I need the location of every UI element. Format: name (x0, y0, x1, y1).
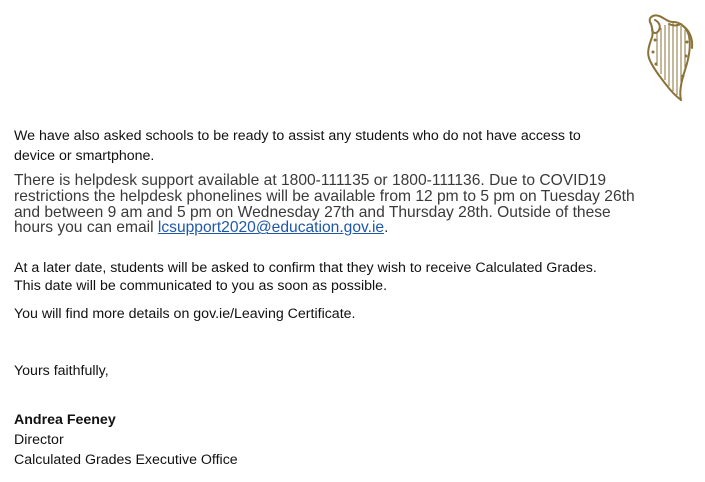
paragraph-line (14, 220, 704, 236)
paragraph-line: This date will be communicated to you as soon as possible. (14, 278, 388, 294)
signature-block (14, 410, 238, 470)
paragraph-line: There is helpdesk support available at 1800-111135 or 1800-111136. Due to COVID19 (14, 172, 607, 189)
paragraph-line: and between 9 am and 5 pm on Wednesday 27th and Thursday 28th. Outside of these (14, 203, 611, 221)
paragraph-helpdesk (14, 173, 704, 236)
paragraph-more-details: You will find more details on gov.ie/Leaving Certificate. (14, 306, 356, 322)
paragraph-confirmation (14, 259, 704, 295)
signatory-office: Calculated Grades Executive Office (14, 452, 238, 468)
closing-salutation: Yours faithfully, (14, 363, 109, 379)
paragraph-line: device or smartphone. (14, 148, 155, 164)
signatory-name: Andrea Feeney (14, 412, 116, 428)
signatory-title: Director (14, 432, 64, 448)
email-suffix-text: . (384, 219, 389, 237)
email-prefix-text: hours you can email (14, 219, 158, 237)
paragraph-line: restrictions the helpdesk phonelines will be available from 12 pm to 5 pm on Tuesday 26th (14, 187, 635, 205)
paragraph-line: At a later date, students will be asked to confirm that they wish to receive Calculated Grades. (14, 260, 597, 276)
paragraph-line: We have also asked schools to be ready to assist any students who do not have access to (14, 128, 581, 144)
harp-emblem-icon (639, 12, 697, 104)
support-email-link[interactable]: lcsupport2020@education.gov.ie (157, 219, 385, 237)
paragraph-student-assistance (14, 126, 654, 166)
